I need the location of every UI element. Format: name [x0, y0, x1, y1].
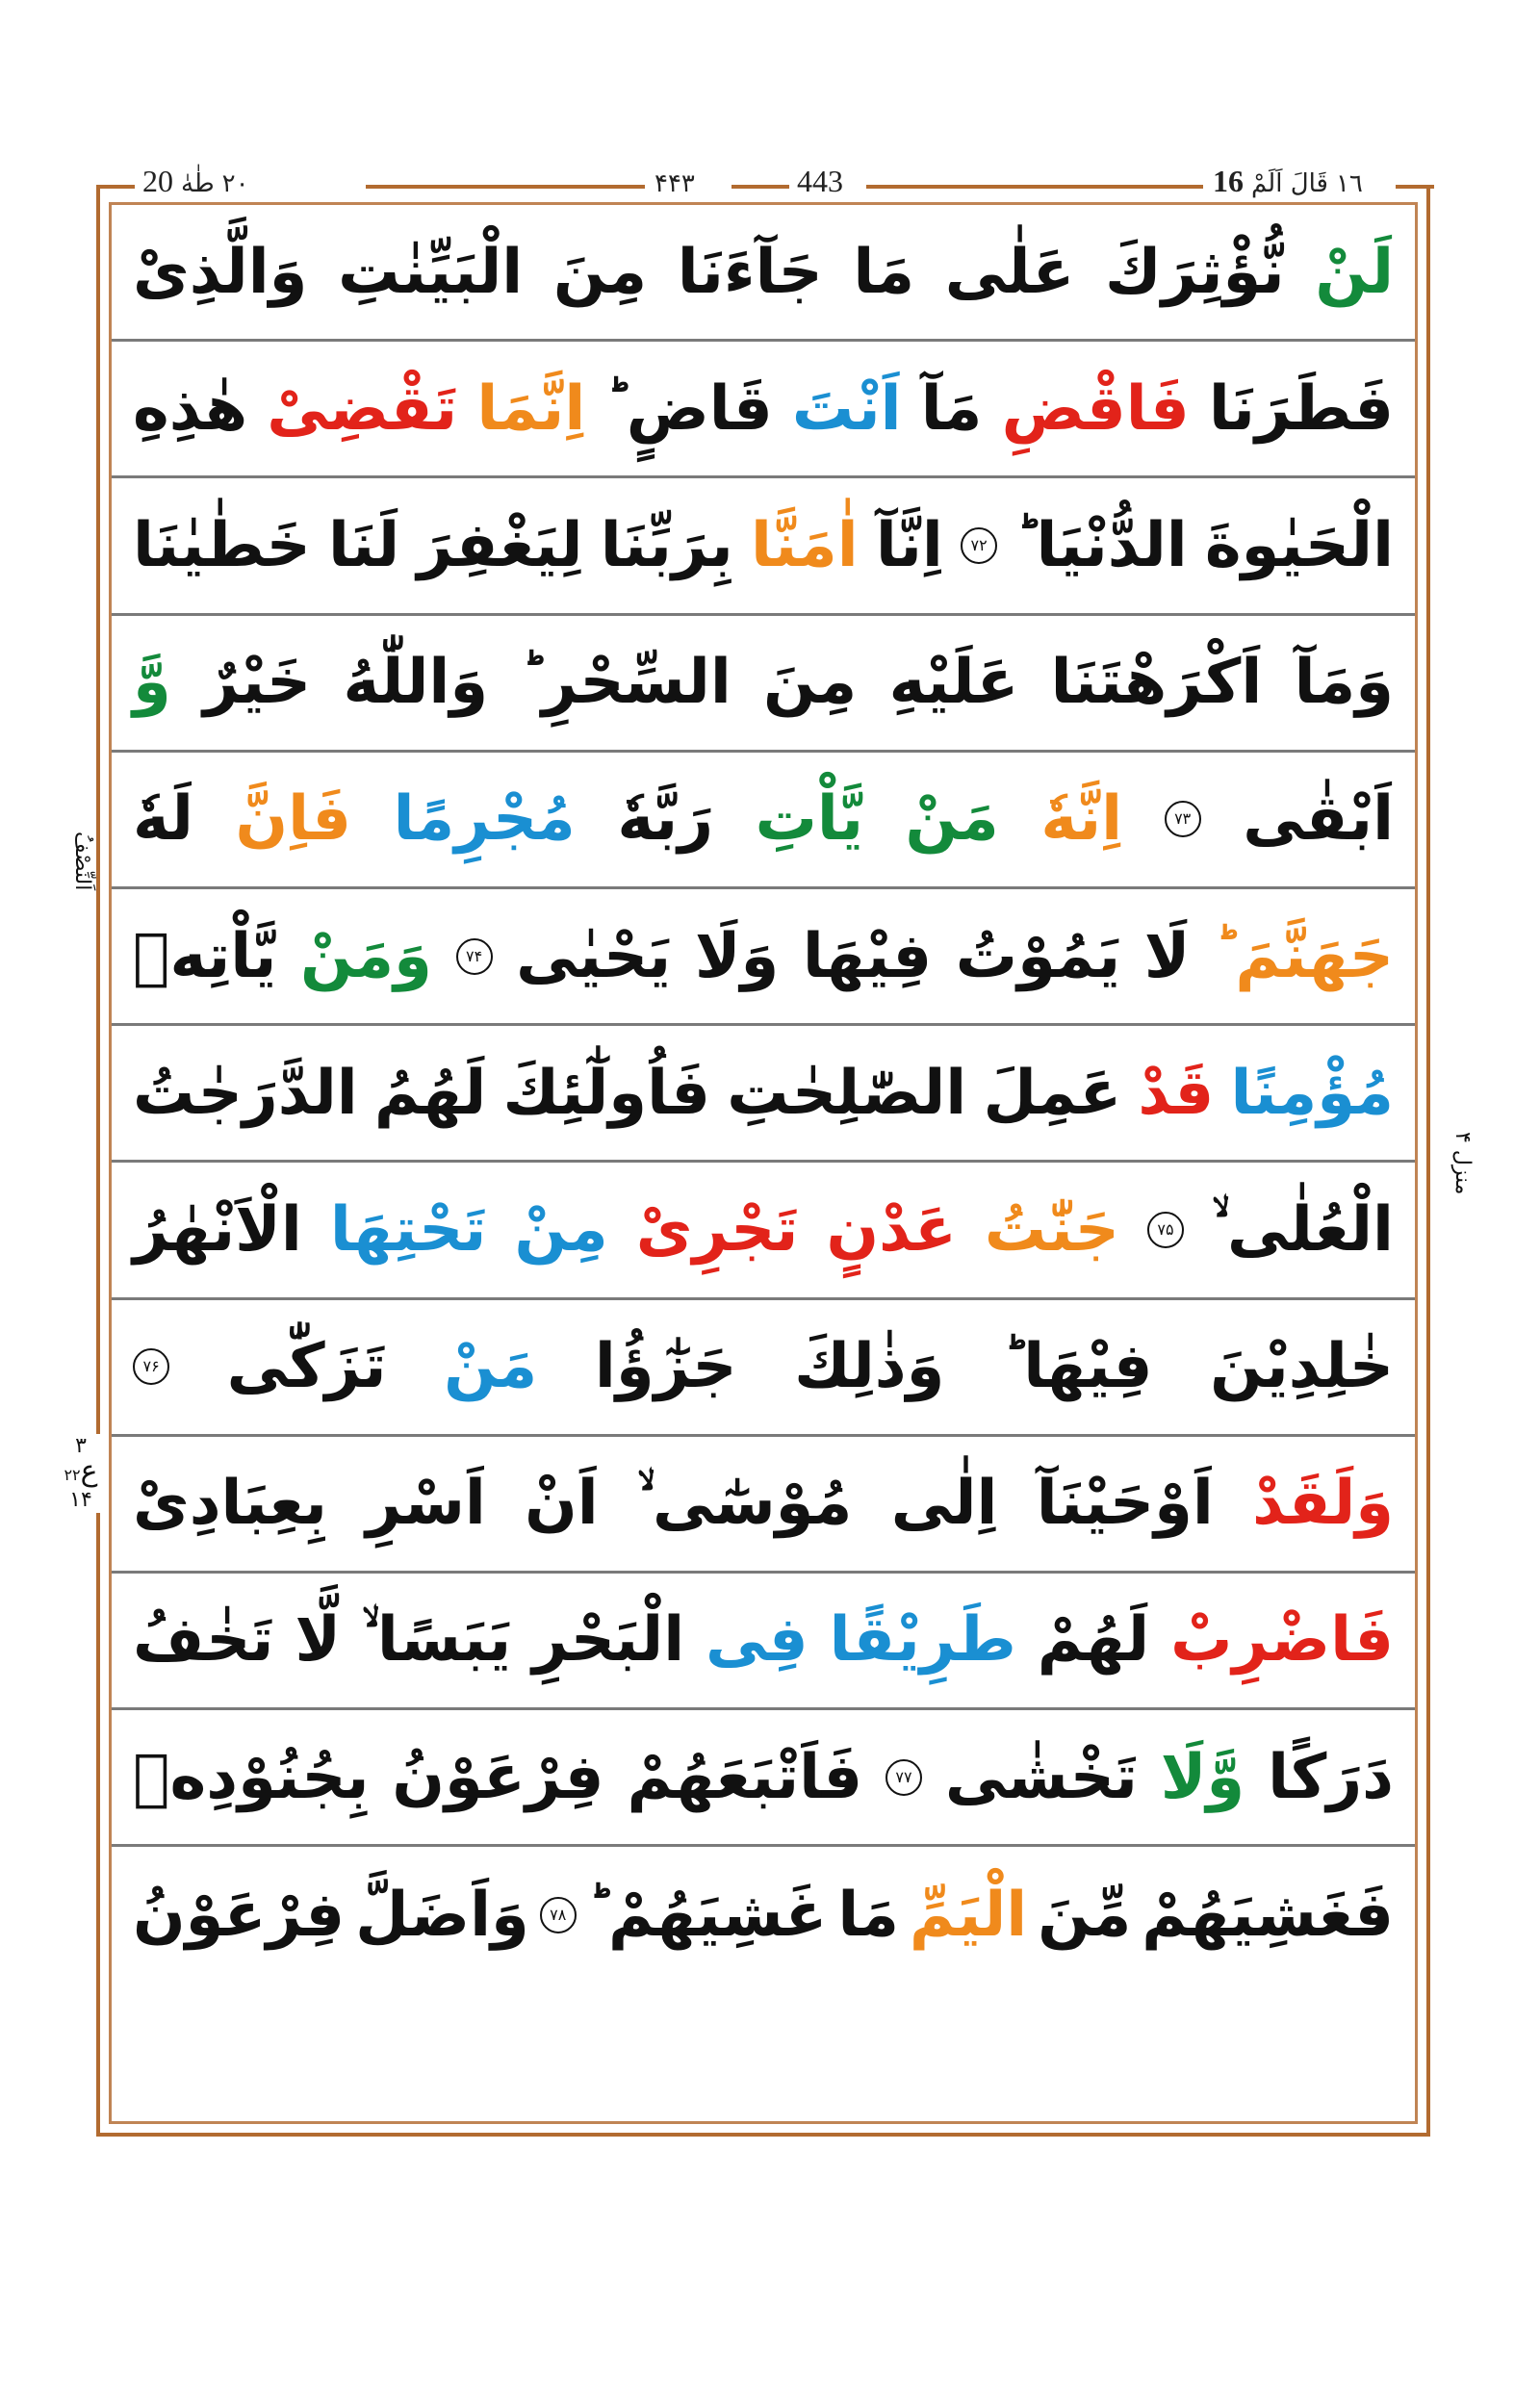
word: يَّاْتِهٖ: [133, 920, 277, 992]
word: مِنْ: [514, 1193, 608, 1266]
word: بِرَبِّنَا: [600, 509, 733, 581]
word: مُؤْمِنًا: [1230, 1057, 1394, 1129]
word: يَّاْتِ: [755, 783, 863, 856]
surah-number-arabic: ٢٠: [221, 169, 249, 198]
word: مَا: [853, 236, 915, 308]
word: فَاُولٰٓئِكَ: [502, 1057, 710, 1129]
word: فِيْهَا: [802, 920, 933, 992]
word: لَهُمُ: [373, 1057, 487, 1129]
word: يَبَسًا ۙ: [361, 1604, 512, 1677]
text-line: [112, 1026, 1415, 1163]
ayah-number-marker: ۷۷: [886, 1759, 922, 1796]
word: جَزٰٓؤُا: [594, 1331, 737, 1403]
word: عَمِلَ: [983, 1057, 1122, 1129]
word: اِنَّهٗ: [1040, 783, 1123, 856]
word: فَاِنَّ: [235, 783, 351, 856]
word: فِرْعَوْنُ: [392, 1741, 604, 1813]
ayah-number-marker: ۷۶: [133, 1348, 169, 1385]
word: الدُّنْيَا ؕ: [1014, 509, 1188, 581]
word: الدَّرَجٰتُ: [133, 1057, 358, 1129]
text-line: [112, 478, 1415, 615]
word: وَذٰلِكَ: [794, 1331, 945, 1403]
word: اٰمَنَّا: [750, 509, 859, 581]
word: وَالَّذِىْ: [133, 236, 308, 308]
text-line: [112, 1300, 1415, 1437]
word: خٰلِدِيْنَ: [1210, 1331, 1394, 1403]
margin-manzil-marker: منزل ۴: [1432, 1126, 1475, 1200]
word: مُوْسٰٓى ۙ: [636, 1468, 853, 1540]
word: خَيْرٌ: [203, 647, 312, 719]
word: مَآ: [920, 372, 983, 445]
word: وَلَقَدْ: [1252, 1468, 1394, 1540]
ayah-number-marker: ۷۸: [540, 1897, 577, 1933]
word: تَحْتِهَا: [329, 1193, 487, 1266]
word: لَنْ: [1315, 236, 1394, 308]
word: نُّؤْثِرَكَ: [1105, 236, 1285, 308]
word: الْحَيٰوةَ: [1204, 509, 1394, 581]
word: لِيَغْفِرَ: [417, 509, 583, 581]
word: تَقْضِىْ: [267, 372, 458, 445]
word: اَكْرَهْتَنَا: [1050, 647, 1263, 719]
word: تَخْشٰى: [944, 1741, 1138, 1813]
word: يَمُوْتُ: [955, 920, 1121, 992]
juz-number-arabic: ١٦: [1335, 169, 1363, 198]
ruku-top-number: ۳: [75, 1434, 87, 1458]
text-line: [112, 205, 1415, 342]
juz-number: 16: [1213, 164, 1244, 198]
word: جَآءَنَا: [677, 236, 823, 308]
word: فِرْعَوْنُ: [133, 1880, 346, 1952]
word: وَّلَا: [1160, 1741, 1245, 1813]
ayah-number-marker: ۷۲: [961, 527, 997, 564]
page-number: 443: [797, 164, 843, 198]
word: وَاللّٰهُ: [343, 647, 489, 719]
word: طَرِيْقًا: [829, 1604, 1016, 1677]
word: مُجْرِمًا: [393, 783, 576, 856]
word: اَسْرِ: [366, 1468, 486, 1540]
word: الْبَيِّنٰتِ: [338, 236, 524, 308]
page-number-arabic: ۴۴۳: [654, 169, 695, 198]
text-line: [112, 616, 1415, 753]
word: لَنَا: [327, 509, 400, 581]
word: الصّٰلِحٰتِ: [727, 1057, 967, 1129]
word: وَاَضَلَّ: [355, 1880, 529, 1952]
word: دَرَكًا: [1268, 1741, 1394, 1813]
word: اَنْتَ: [791, 372, 902, 445]
word: الْبَحْرِ: [532, 1604, 685, 1677]
word: جَنّٰتُ: [984, 1193, 1119, 1266]
word: اِنَّآ: [875, 509, 943, 581]
word: قَدْ: [1138, 1057, 1215, 1129]
word: مَنْ: [444, 1331, 538, 1403]
word: اَبْقٰى: [1243, 783, 1394, 856]
text-line: [112, 753, 1415, 889]
word: مِنَ: [763, 647, 858, 719]
word: فِيْهَا ؕ: [1001, 1331, 1153, 1403]
word: السِّحْرِ ؕ: [520, 647, 732, 719]
word: وَّ: [133, 647, 171, 719]
word: تَجْرِىْ: [635, 1193, 799, 1266]
word: عَلٰى: [944, 236, 1075, 308]
text-line: [112, 1710, 1415, 1847]
word: لَهُمْ: [1037, 1604, 1150, 1677]
word: تَزَكّٰى: [226, 1331, 387, 1403]
text-line: [112, 1847, 1415, 1984]
word: قَاضٍ ؕ: [604, 372, 773, 445]
text-line: [112, 1163, 1415, 1299]
word: مَنْ: [905, 783, 999, 856]
word: تَخٰفُ: [133, 1604, 274, 1677]
word: عَلَيْهِ: [888, 647, 1019, 719]
word: بِعِبَادِىْ: [133, 1468, 327, 1540]
word: وَمَنْ: [299, 920, 432, 992]
word: فَاضْرِبْ: [1170, 1604, 1394, 1677]
ayah-number-marker: ۷۳: [1165, 801, 1201, 837]
surah-name: طٰهٰ: [181, 169, 215, 198]
word: فَطَرَنَا: [1208, 372, 1394, 445]
word: مِّنَ: [1038, 1880, 1132, 1952]
word: مَا: [837, 1880, 899, 1952]
word: فَاَتْبَعَهُمْ: [627, 1741, 863, 1813]
margin-ruku-marker: [60, 1434, 102, 1513]
text-line: [112, 342, 1415, 478]
word: لَّا: [295, 1604, 341, 1677]
word: فَاقْضِ: [1001, 372, 1190, 445]
ayah-number-marker: ۷۵: [1147, 1212, 1184, 1248]
text-line: [112, 889, 1415, 1026]
ayah-number-marker: ۷۴: [456, 938, 493, 975]
word: اِنَّمَا: [476, 372, 586, 445]
word: جَهَنَّمَ ؕ: [1214, 920, 1394, 992]
word: اَنْ: [525, 1468, 599, 1540]
word: لَهٗ: [133, 783, 193, 856]
word: خَطٰيٰنَا: [133, 509, 311, 581]
word: هٰذِهِ: [133, 372, 248, 445]
word: الْاَنْهٰرُ: [133, 1193, 302, 1266]
surah-number: 20: [142, 164, 173, 198]
ruku-icon: ع۲۲: [64, 1454, 98, 1488]
quran-text-lines: [112, 205, 1415, 2121]
margin-hizb-marker: اَلنِّصْفُ: [60, 828, 94, 894]
word: اِلٰى: [890, 1468, 998, 1540]
word: مِنَ: [552, 236, 648, 308]
word: الْعُلٰى ۙ: [1212, 1193, 1394, 1266]
word: وَلَا: [694, 920, 780, 992]
word: اَوْحَيْنَآ: [1036, 1468, 1214, 1540]
word: غَشِيَهُمْ ؕ: [586, 1880, 828, 1952]
text-line: [112, 1574, 1415, 1710]
word: وَمَآ: [1294, 647, 1394, 719]
text-line: [112, 1437, 1415, 1574]
word: يَحْيٰى: [516, 920, 672, 992]
word: عَدْنٍ: [826, 1193, 957, 1266]
word: لَا: [1143, 920, 1191, 992]
ruku-bottom-number: ۱۴: [69, 1488, 92, 1512]
juz-name: قَالَ اَلَمْ: [1251, 169, 1328, 198]
word: الْيَمِّ: [909, 1880, 1028, 1952]
word: فِى: [706, 1604, 808, 1677]
word: بِجُنُوْدِهٖ: [133, 1741, 370, 1813]
word: فَغَشِيَهُمْ: [1142, 1880, 1394, 1952]
word: رَبَّهٗ: [617, 783, 714, 856]
